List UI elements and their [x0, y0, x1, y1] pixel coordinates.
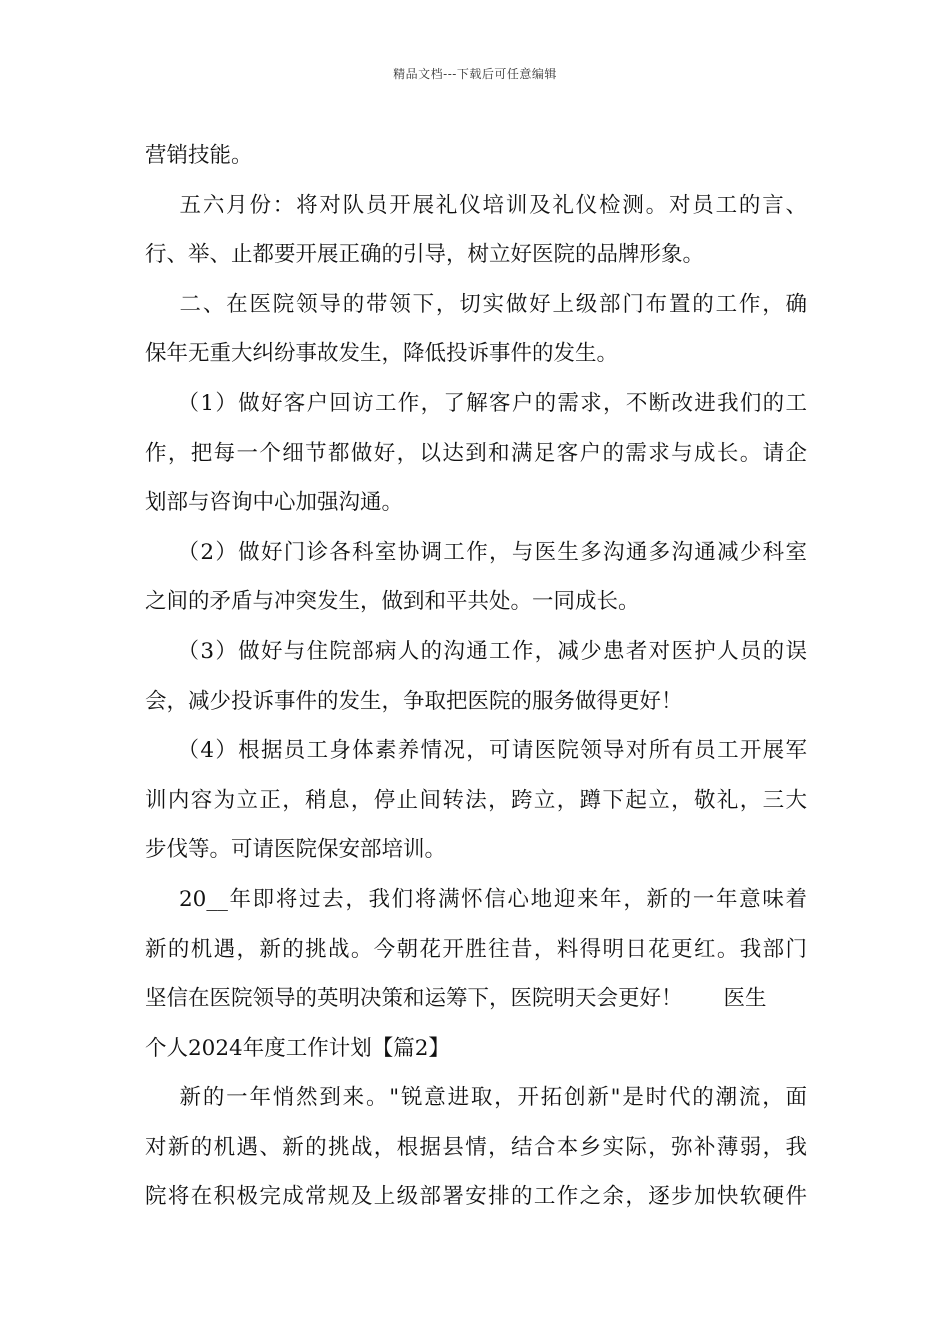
text-line: 新的一年悄然到来。"锐意进取，开拓创新"是时代的潮流，面 — [145, 1085, 807, 1111]
text-line: （2）做好门诊各科室协调工作，与医生多沟通多沟通减少科室 — [145, 539, 807, 565]
text-line: 对新的机遇、新的挑战，根据县情，结合本乡实际，弥补薄弱，我 — [145, 1134, 807, 1160]
text-line: 五六月份：将对队员开展礼仪培训及礼仪检测。对员工的言、 — [145, 192, 807, 218]
text-line: 院将在积极完成常规及上级部署安排的工作之余，逐步加快软硬件 — [145, 1184, 807, 1210]
page-header: 精品文档---下载后可任意编辑 — [393, 67, 557, 81]
text-line: （1）做好客户回访工作，了解客户的需求，不断改进我们的工 — [145, 390, 807, 416]
text-line: 划部与咨询中心加强沟通。 — [145, 490, 404, 516]
text-line: （4）根据员工身体素养情况，可请医院领导对所有员工开展军 — [145, 738, 807, 764]
text-line: 二、在医院领导的带领下，切实做好上级部门布置的工作，确 — [145, 291, 807, 317]
document-body — [145, 131, 807, 1222]
text-line: 会，减少投诉事件的发生，争取把医院的服务做得更好！ — [145, 688, 683, 714]
text-line: 坚信在医院领导的英明决策和运筹下，医院明天会更好！ 医生 — [145, 986, 767, 1012]
text-line: 营销技能。 — [145, 143, 253, 168]
text-line: 步伐等。可请医院保安部培训。 — [145, 837, 447, 863]
text-line: （3）做好与住院部病人的沟通工作，减少患者对医护人员的误 — [145, 638, 807, 664]
text-line: 之间的矛盾与冲突发生，做到和平共处。一同成长。 — [145, 589, 640, 615]
text-line: 个人2024年度工作计划【篇2】 — [145, 1035, 450, 1061]
text-line: 训内容为立正，稍息，停止间转法，跨立，蹲下起立，敬礼，三大 — [145, 787, 807, 813]
text-line: 作，把每一个细节都做好，以达到和满足客户的需求与成长。请企 — [145, 440, 807, 466]
text-line: 行、举、止都要开展正确的引导，树立好医院的品牌形象。 — [145, 242, 705, 268]
text-line: 保年无重大纠纷事故发生，降低投诉事件的发生。 — [145, 341, 619, 367]
text-line: 新的机遇，新的挑战。今朝花开胜往昔，料得明日花更红。我部门 — [145, 936, 807, 962]
text-line: 20__年即将过去，我们将满怀信心地迎来年，新的一年意味着 — [145, 886, 807, 912]
